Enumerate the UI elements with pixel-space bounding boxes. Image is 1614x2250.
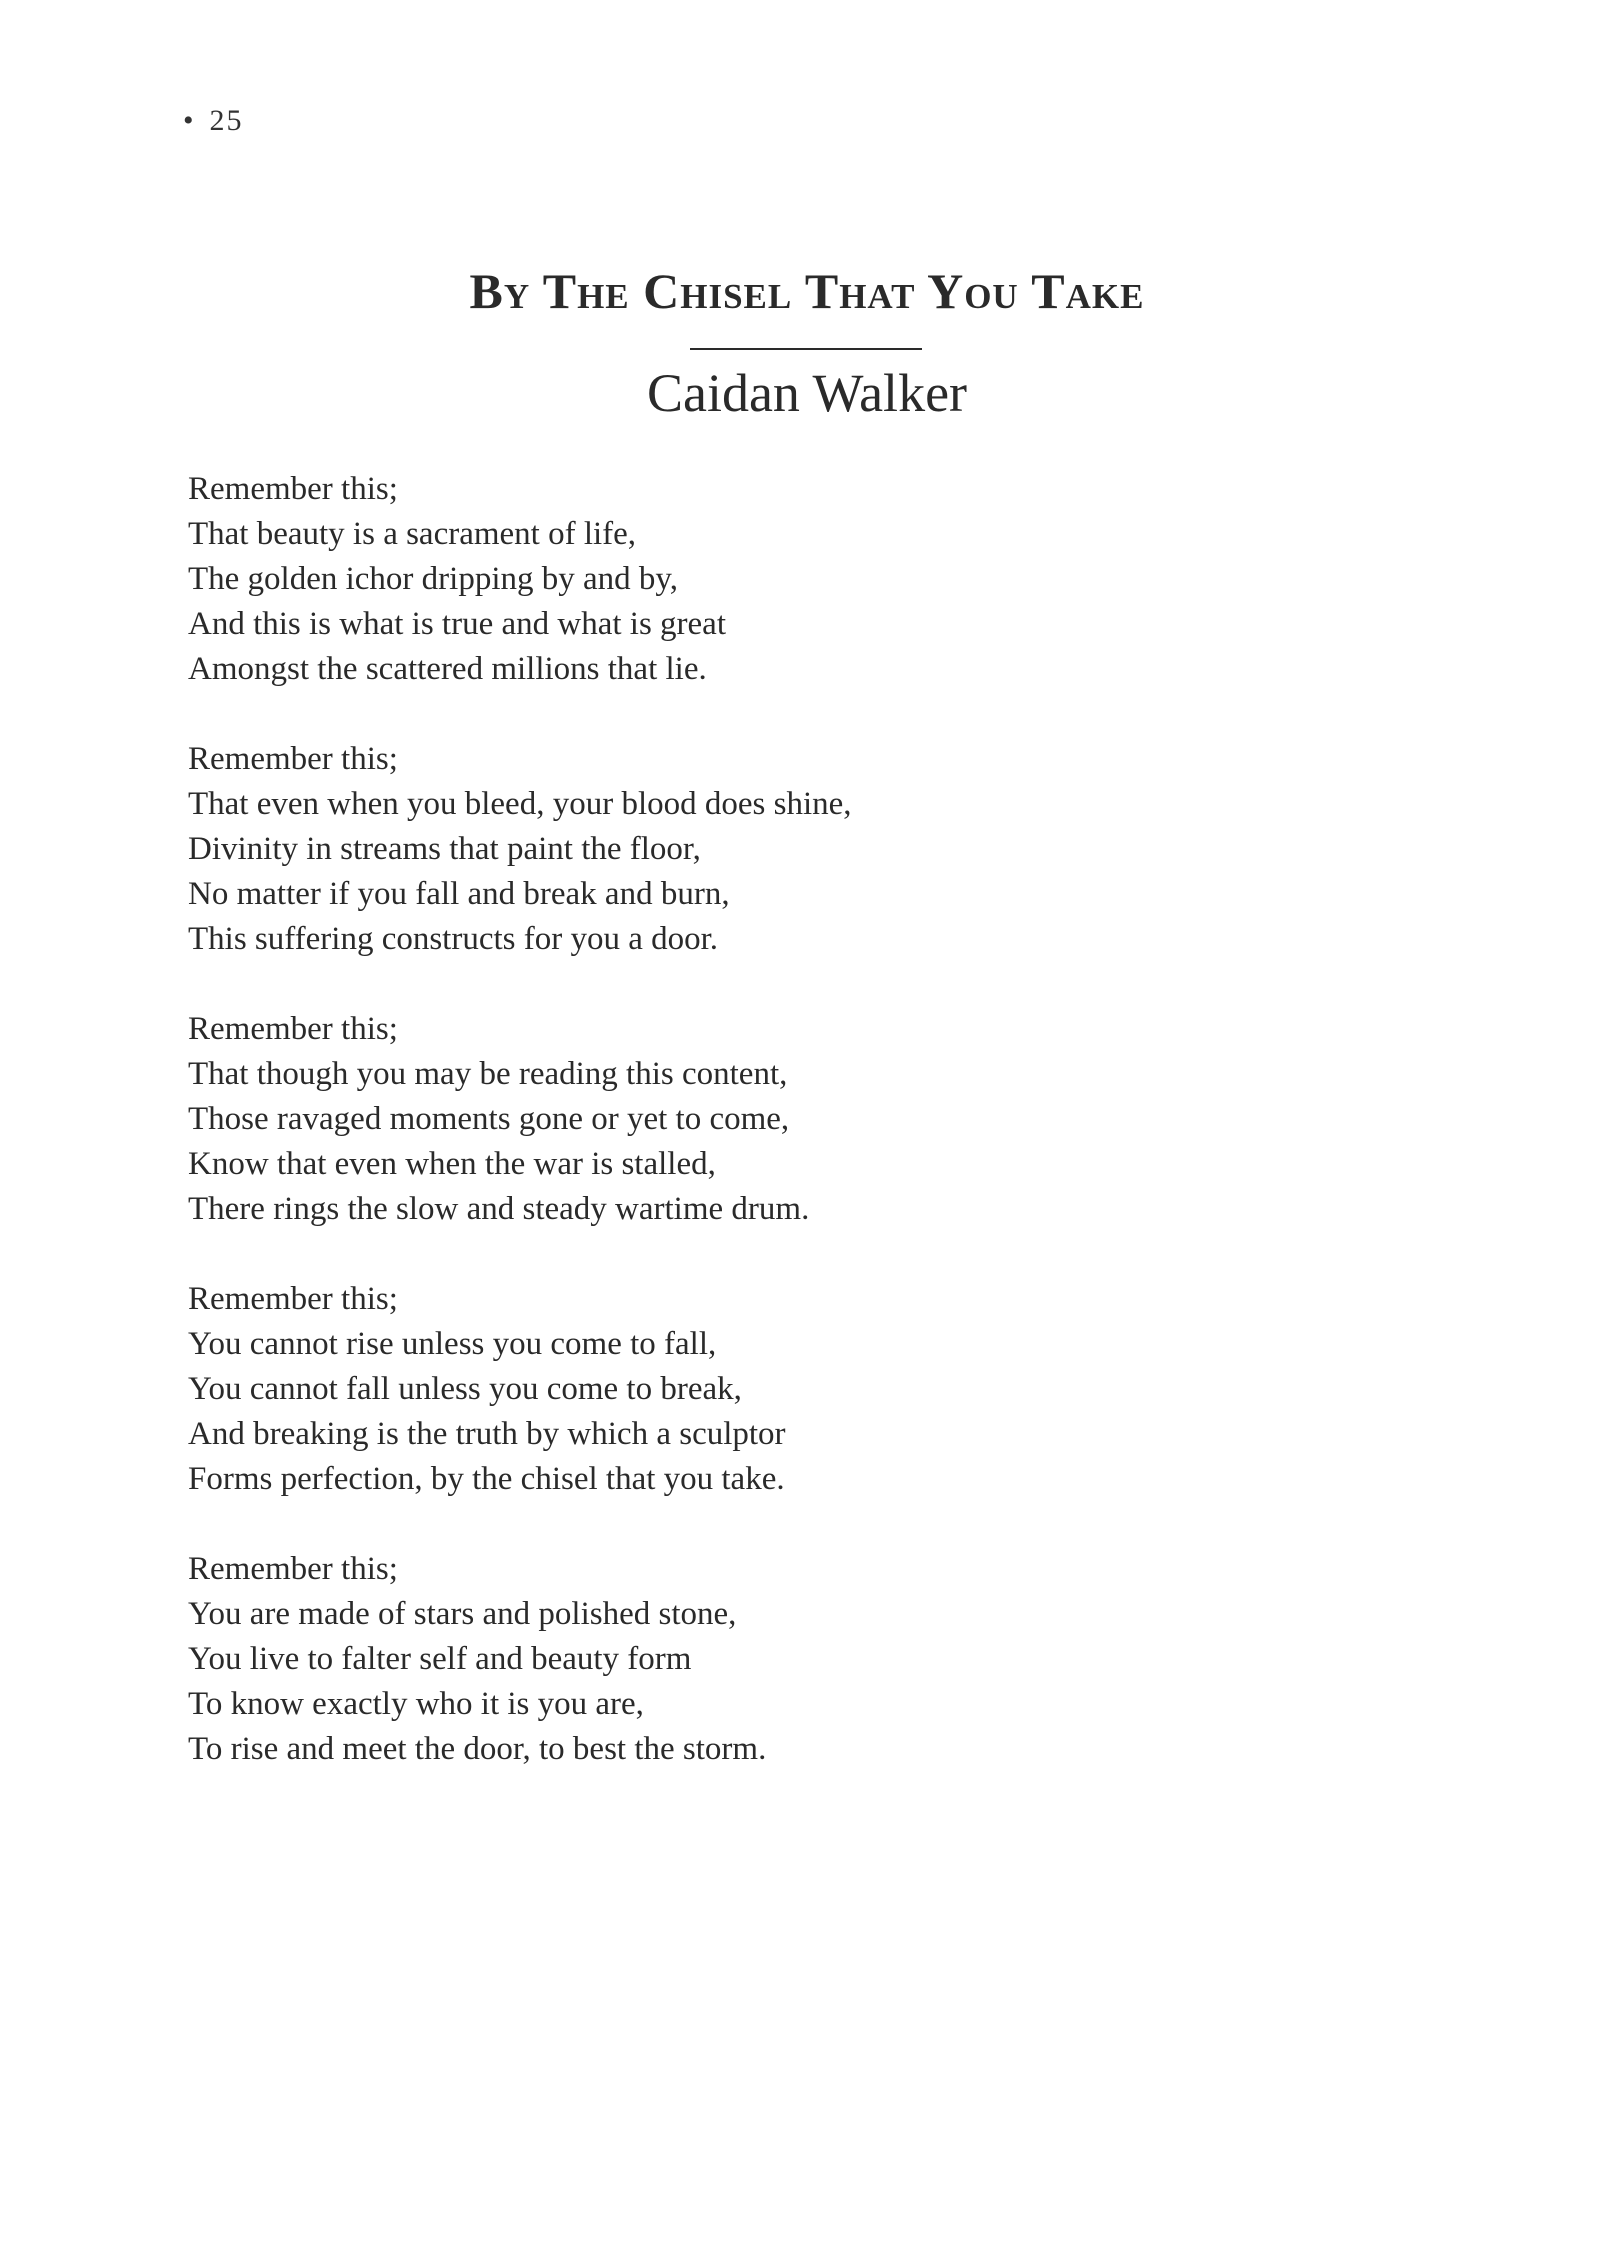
stanza-1	[188, 467, 1438, 692]
poem-line: Remember this;	[188, 471, 398, 507]
poem-title: By The Chisel That You Take	[469, 263, 1145, 319]
poem-line: That beauty is a sacrament of life,	[188, 516, 637, 552]
poem-line: You live to falter self and beauty form	[188, 1641, 692, 1677]
page-number-value: 25	[209, 104, 244, 137]
poem-line: Know that even when the war is stalled,	[188, 1146, 716, 1182]
poem-line: That even when you bleed, your blood does shine,	[188, 786, 852, 822]
stanza-5	[188, 1547, 1438, 1772]
poem-line: That though you may be reading this content,	[188, 1056, 788, 1092]
poem-line: No matter if you fall and break and burn,	[188, 876, 730, 912]
poem-line: Divinity in streams that paint the floor,	[188, 831, 701, 867]
poem-line: Amongst the scattered millions that lie.	[188, 651, 707, 687]
poem-line: And breaking is the truth by which a sculptor	[188, 1416, 786, 1452]
poem-line: To rise and meet the door, to best the storm.	[188, 1731, 767, 1767]
poem-line: Those ravaged moments gone or yet to come,	[188, 1101, 790, 1137]
poem-line: The golden ichor dripping by and by,	[188, 561, 679, 597]
poem-line: Remember this;	[188, 1281, 398, 1317]
stanza-4	[188, 1277, 1438, 1502]
poem-line: You cannot rise unless you come to fall,	[188, 1326, 717, 1362]
poem-line: Remember this;	[188, 1011, 398, 1047]
poem-body	[188, 467, 1438, 1817]
title-divider	[690, 348, 922, 350]
poem-line: Remember this;	[188, 741, 398, 777]
stanza-3	[188, 1007, 1438, 1232]
poem-line: This suffering constructs for you a door.	[188, 921, 719, 957]
poem-line: You cannot fall unless you come to break,	[188, 1371, 742, 1407]
page-number	[183, 104, 244, 138]
poem-line: There rings the slow and steady wartime drum.	[188, 1191, 810, 1227]
poem-line: And this is what is true and what is great	[188, 606, 726, 642]
poem-line: Remember this;	[188, 1551, 398, 1587]
stanza-2	[188, 737, 1438, 962]
poem-author: Caidan Walker	[646, 363, 968, 423]
poem-line: To know exactly who it is you are,	[188, 1686, 644, 1722]
page-number-bullet: •	[183, 104, 196, 137]
poem-line: Forms perfection, by the chisel that you take.	[188, 1461, 785, 1497]
poem-line: You are made of stars and polished stone,	[188, 1596, 737, 1632]
